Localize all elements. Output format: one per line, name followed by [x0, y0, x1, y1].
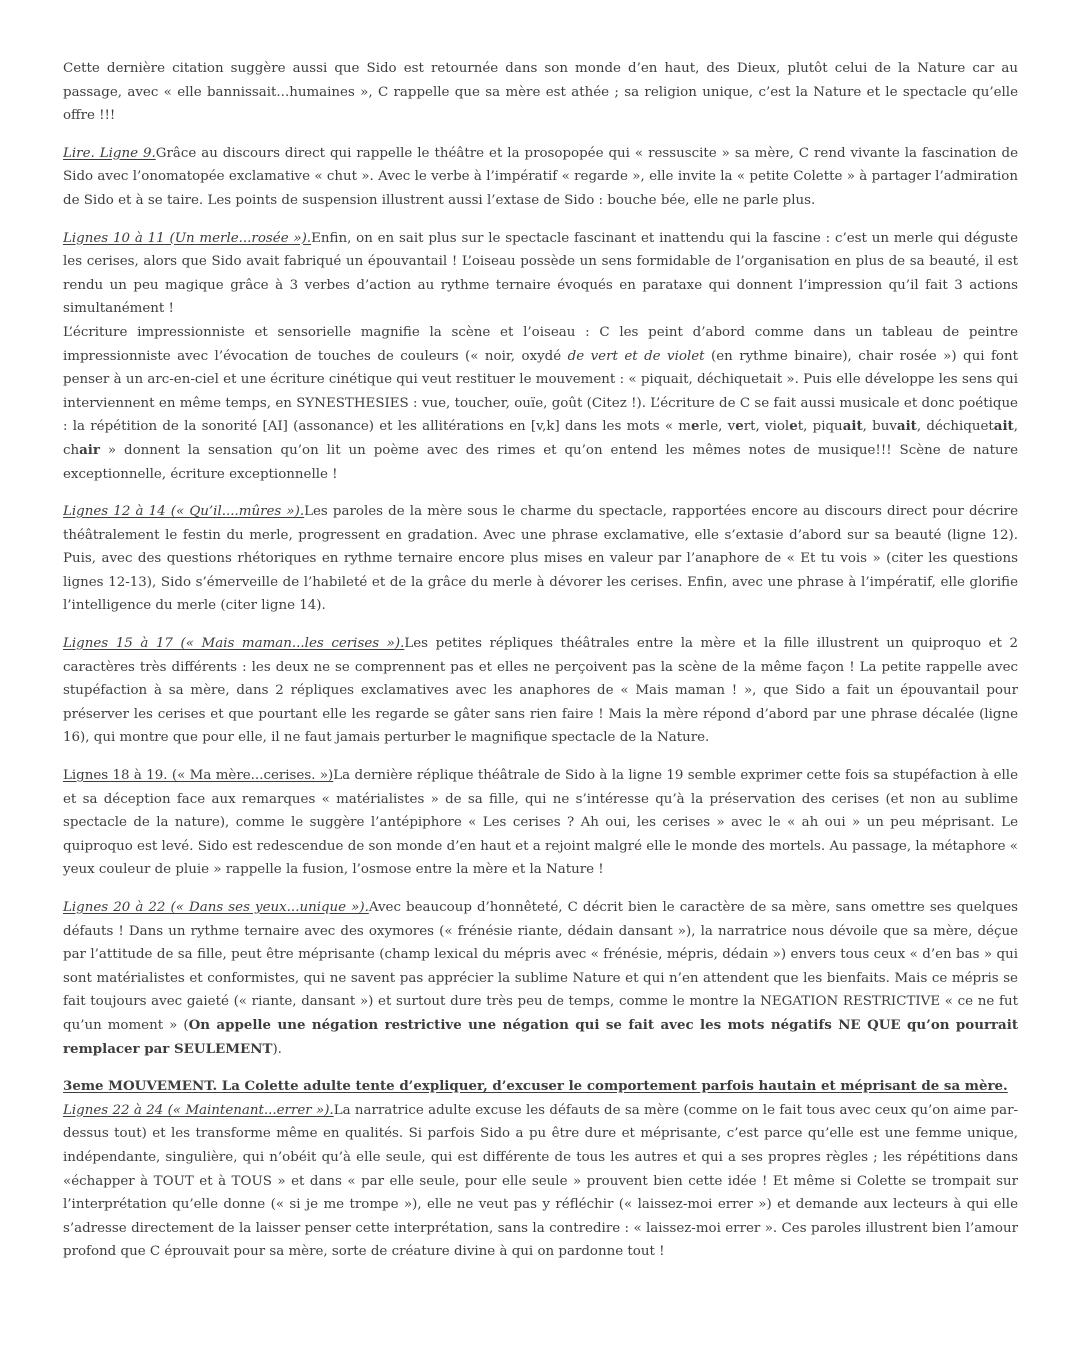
paragraph-heading-label: Lignes 10 à 11 (Un merle...rosée »).	[63, 230, 312, 246]
text-run: , buv	[862, 419, 897, 435]
text-run: On appelle une négation restrictive une négation qui se fait avec les mots négatifs NE QUE qu’on pourrait remplacer par SEULEMENT	[63, 1016, 1019, 1057]
p-lignes-22-24	[63, 1099, 1018, 1264]
text-run: ait	[896, 418, 917, 435]
text-run: ).	[272, 1041, 282, 1057]
p-lignes-15-17	[63, 632, 1018, 750]
heading-3eme-mouvement	[63, 1075, 1018, 1099]
section-heading-label: 3eme MOUVEMENT. La Colette adulte tente d’expliquer, d’excuser le comportement parfois hautain et méprisant de sa mère.	[63, 1078, 1008, 1095]
text-run: Enfin, on en sait plus sur le spectacle fascinant et inattendu qui la fascine : c’est un merle qui déguste les cerises, alors que Sido avait fabriqué un épouvantail ! L’oiseau possède un sens formidable de l’organisation en plus de sa beauté, il est rendu un peu magique grâce à 3 verbes d’action au rythme ternaire évoqués en parataxe qui donnent l’impression qu’il fait 3 actions simultanément !	[63, 230, 1018, 317]
text-run: rle, v	[699, 419, 736, 435]
text-run: Grâce au discours direct qui rappelle le théâtre et la prosopopée qui « ressuscite » sa mère, C rend vivante la fascination de Sido avec l’onomatopée exclamative « chut ». Avec le verbe à l’impératif « regarde », elle invite la « petite Colette » à partager l’admiration de Sido et à se taire. Les points de suspension illustrent aussi l’extase de Sido : bouche bée, elle ne parle plus.	[63, 145, 1019, 208]
text-run: ait	[842, 418, 863, 435]
text-run: rt, viol	[743, 419, 790, 435]
text-run: ait	[993, 418, 1014, 435]
text-run: Les paroles de la mère sous le charme du spectacle, rapportées encore au discours direct pour décrire théâtralement le festin du merle, progressent en gradation. Avec une phrase exclamative, elle s’extasie d’abord sur sa beauté (ligne 12). Puis, avec des questions rhétoriques en rythme ternaire encore plus mises en valeur par l’anaphore de « Et tu vois » (citer les questions lignes 12-13), Sido s’émerveille de l’habileté et de la grâce du merle à dévorer les cerises. Enfin, avec une phrase à l’impératif, elle glorifie l’intelligence du merle (citer ligne 14).	[63, 504, 1018, 614]
text-run: La narratrice adulte excuse les défauts de sa mère (comme on le fait tous avec ceux qu’on aime par-dessus tout) et les transforme même en qualités. Si parfois Sido a pu être dure et méprisante, c’est parce qu’elle est une femme unique, indépendante, singulière, qui n’obéit qu’à elle seule, qui est différente de tous les autres et qui a ses propres règles ; les répétitions dans «échapper à TOUT et à TOUS » et dans « par elle seule, pour elle seule » prouvent bien cette idée ! Et même si Colette se trompait sur l’interprétation qu’elle donne (« si je me trompe »), elle ne veut pas y réfléchir (« laissez-moi errer ») et demande aux lecteurs à qui elle s’adresse directement de la laisser penser cette interprétation, sans la contredire : « laissez-moi errer ». Ces paroles illustrent bien l’amour profond que C éprouvait pour sa mère, sorte de créature divine à qui on pardonne tout !	[63, 1102, 1018, 1260]
p-citation-conclusion	[63, 57, 1018, 128]
text-run: e	[735, 418, 744, 435]
text-run: e	[789, 418, 798, 435]
text-run: air	[79, 441, 100, 458]
text-run: La dernière réplique théâtrale de Sido à la ligne 19 semble exprimer cette fois sa stupéfaction à elle et sa déception face aux remarques « matérialistes » de sa fille, qui ne s’intéresse qu’à la préservation des cerises (et non au sublime spectacle de la nature), comme le suggère l’antépiphore « Les cerises ? Ah oui, les cerises » avec le « ah oui » un peu méprisant. Le quiproquo est levé. Sido est redescendue de son monde d’en haut et a rejoint malgré elle le monde des mortels. Au passage, la métaphore « yeux couleur de pluie » rappelle la fusion, l’osmose entre la mère et la Nature !	[63, 768, 1019, 878]
paragraph-heading-label: Lignes 20 à 22 (« Dans ses yeux...unique »).	[63, 900, 369, 915]
p-lignes-20-22	[63, 896, 1018, 1061]
paragraph-heading-label: Lignes 15 à 17 (« Mais maman...les cerises »).	[63, 636, 405, 652]
text-run: t, piqu	[797, 419, 843, 435]
paragraph-heading-label: Lignes 12 à 14 (« Qu’il....mûres »).	[63, 504, 305, 520]
text-run: Cette dernière citation suggère aussi que Sido est retournée dans son monde d’en haut, des Dieux, plutôt celui de la Nature car au passage, avec « elle bannissait...humaines », C rappelle que sa mère est athée ; sa religion unique, c’est la Nature et le spectacle qu’elle offre !!!	[63, 61, 1018, 124]
paragraph-heading-label: Lire. Ligne 9.	[63, 145, 156, 161]
text-run: L’écriture impressionniste et sensorielle magnifie la scène et l’oiseau : C les peint d’abord comme dans un tableau de peintre impressionniste avec l’évocation de touches de couleurs (« noir, oxydé	[63, 324, 1018, 364]
text-run: » donnent la sensation qu’on lit un poème avec des rimes et qu’on entend les mêmes notes de musique!!! Scène de nature exceptionnelle, écriture exceptionnelle !	[63, 442, 1018, 482]
text-run: , ch	[63, 419, 1018, 458]
p-ligne-9	[63, 142, 1018, 213]
text-run: Avec beaucoup d’honnêteté, C décrit bien le caractère de sa mère, sans omettre ses quelques défauts ! Dans un rythme ternaire avec des oxymores (« frénésie riante, dédain dansant »), la narratrice nous dévoile que sa mère, déçue par l’attitude de sa fille, peut être méprisante (champ lexical du mépris avec « frénésie, mépris, dédain ») envers tous ceux « d’en bas » qui sont matérialistes et conformistes, qui ne savent pas apprécier la sublime Nature et qui n’en attendent que les bienfaits. Mais ce mépris se fait toujours avec gaieté (« riante, dansant ») et surtout dure très peu de temps, comme le montre la NEGATION RESTRICTIVE « ce ne fut qu’un moment » (	[63, 900, 1018, 1033]
text-run: (en rythme binaire), chair rosée ») qui font penser à un arc-en-ciel et une écriture cinétique qui veut restituer le mouvement : « piquait, déchiquetait ». Puis elle développe les sens qui interviennent en même temps, en SYNESTHESIES : vue, toucher, ouïe, goût (Citez !). L’écriture de C se fait aussi musicale et donc poétique : la répétition de la sonorité [AI] (assonance) et les allitérations en [v,k] dans les mots « m	[63, 348, 1018, 435]
text-run: , déchiquet	[916, 419, 994, 435]
text-run: de vert et de violet	[567, 348, 705, 364]
text-run: e	[690, 418, 700, 435]
p-lignes-12-14	[63, 500, 1018, 618]
p-lignes-10-11-suite	[63, 321, 1018, 486]
paragraph-heading-label: Lignes 22 à 24 (« Maintenant...errer »).	[63, 1102, 334, 1118]
p-lignes-18-19	[63, 764, 1018, 882]
paragraph-heading-label: Lignes 18 à 19. (« Ma mère...cerises. »)	[63, 768, 334, 784]
text-run: Les petites répliques théâtrales entre la mère et la fille illustrent un quiproquo et 2 caractères très différents : les deux ne se comprennent pas et elles ne perçoivent pas la scène de la même façon ! La petite rappelle avec stupéfaction à sa mère, dans 2 répliques exclamatives avec les anaphores de « Mais maman ! », que Sido a fait un épouvantail pour préserver les cerises et que pourtant elle les regarde se gâter sans rien faire ! Mais la mère répond d’abord par une phrase décalée (ligne 16), qui montre que pour elle, il ne faut jamais perturber le magnifique spectacle de la Nature.	[63, 636, 1018, 746]
p-lignes-10-11	[63, 227, 1018, 321]
